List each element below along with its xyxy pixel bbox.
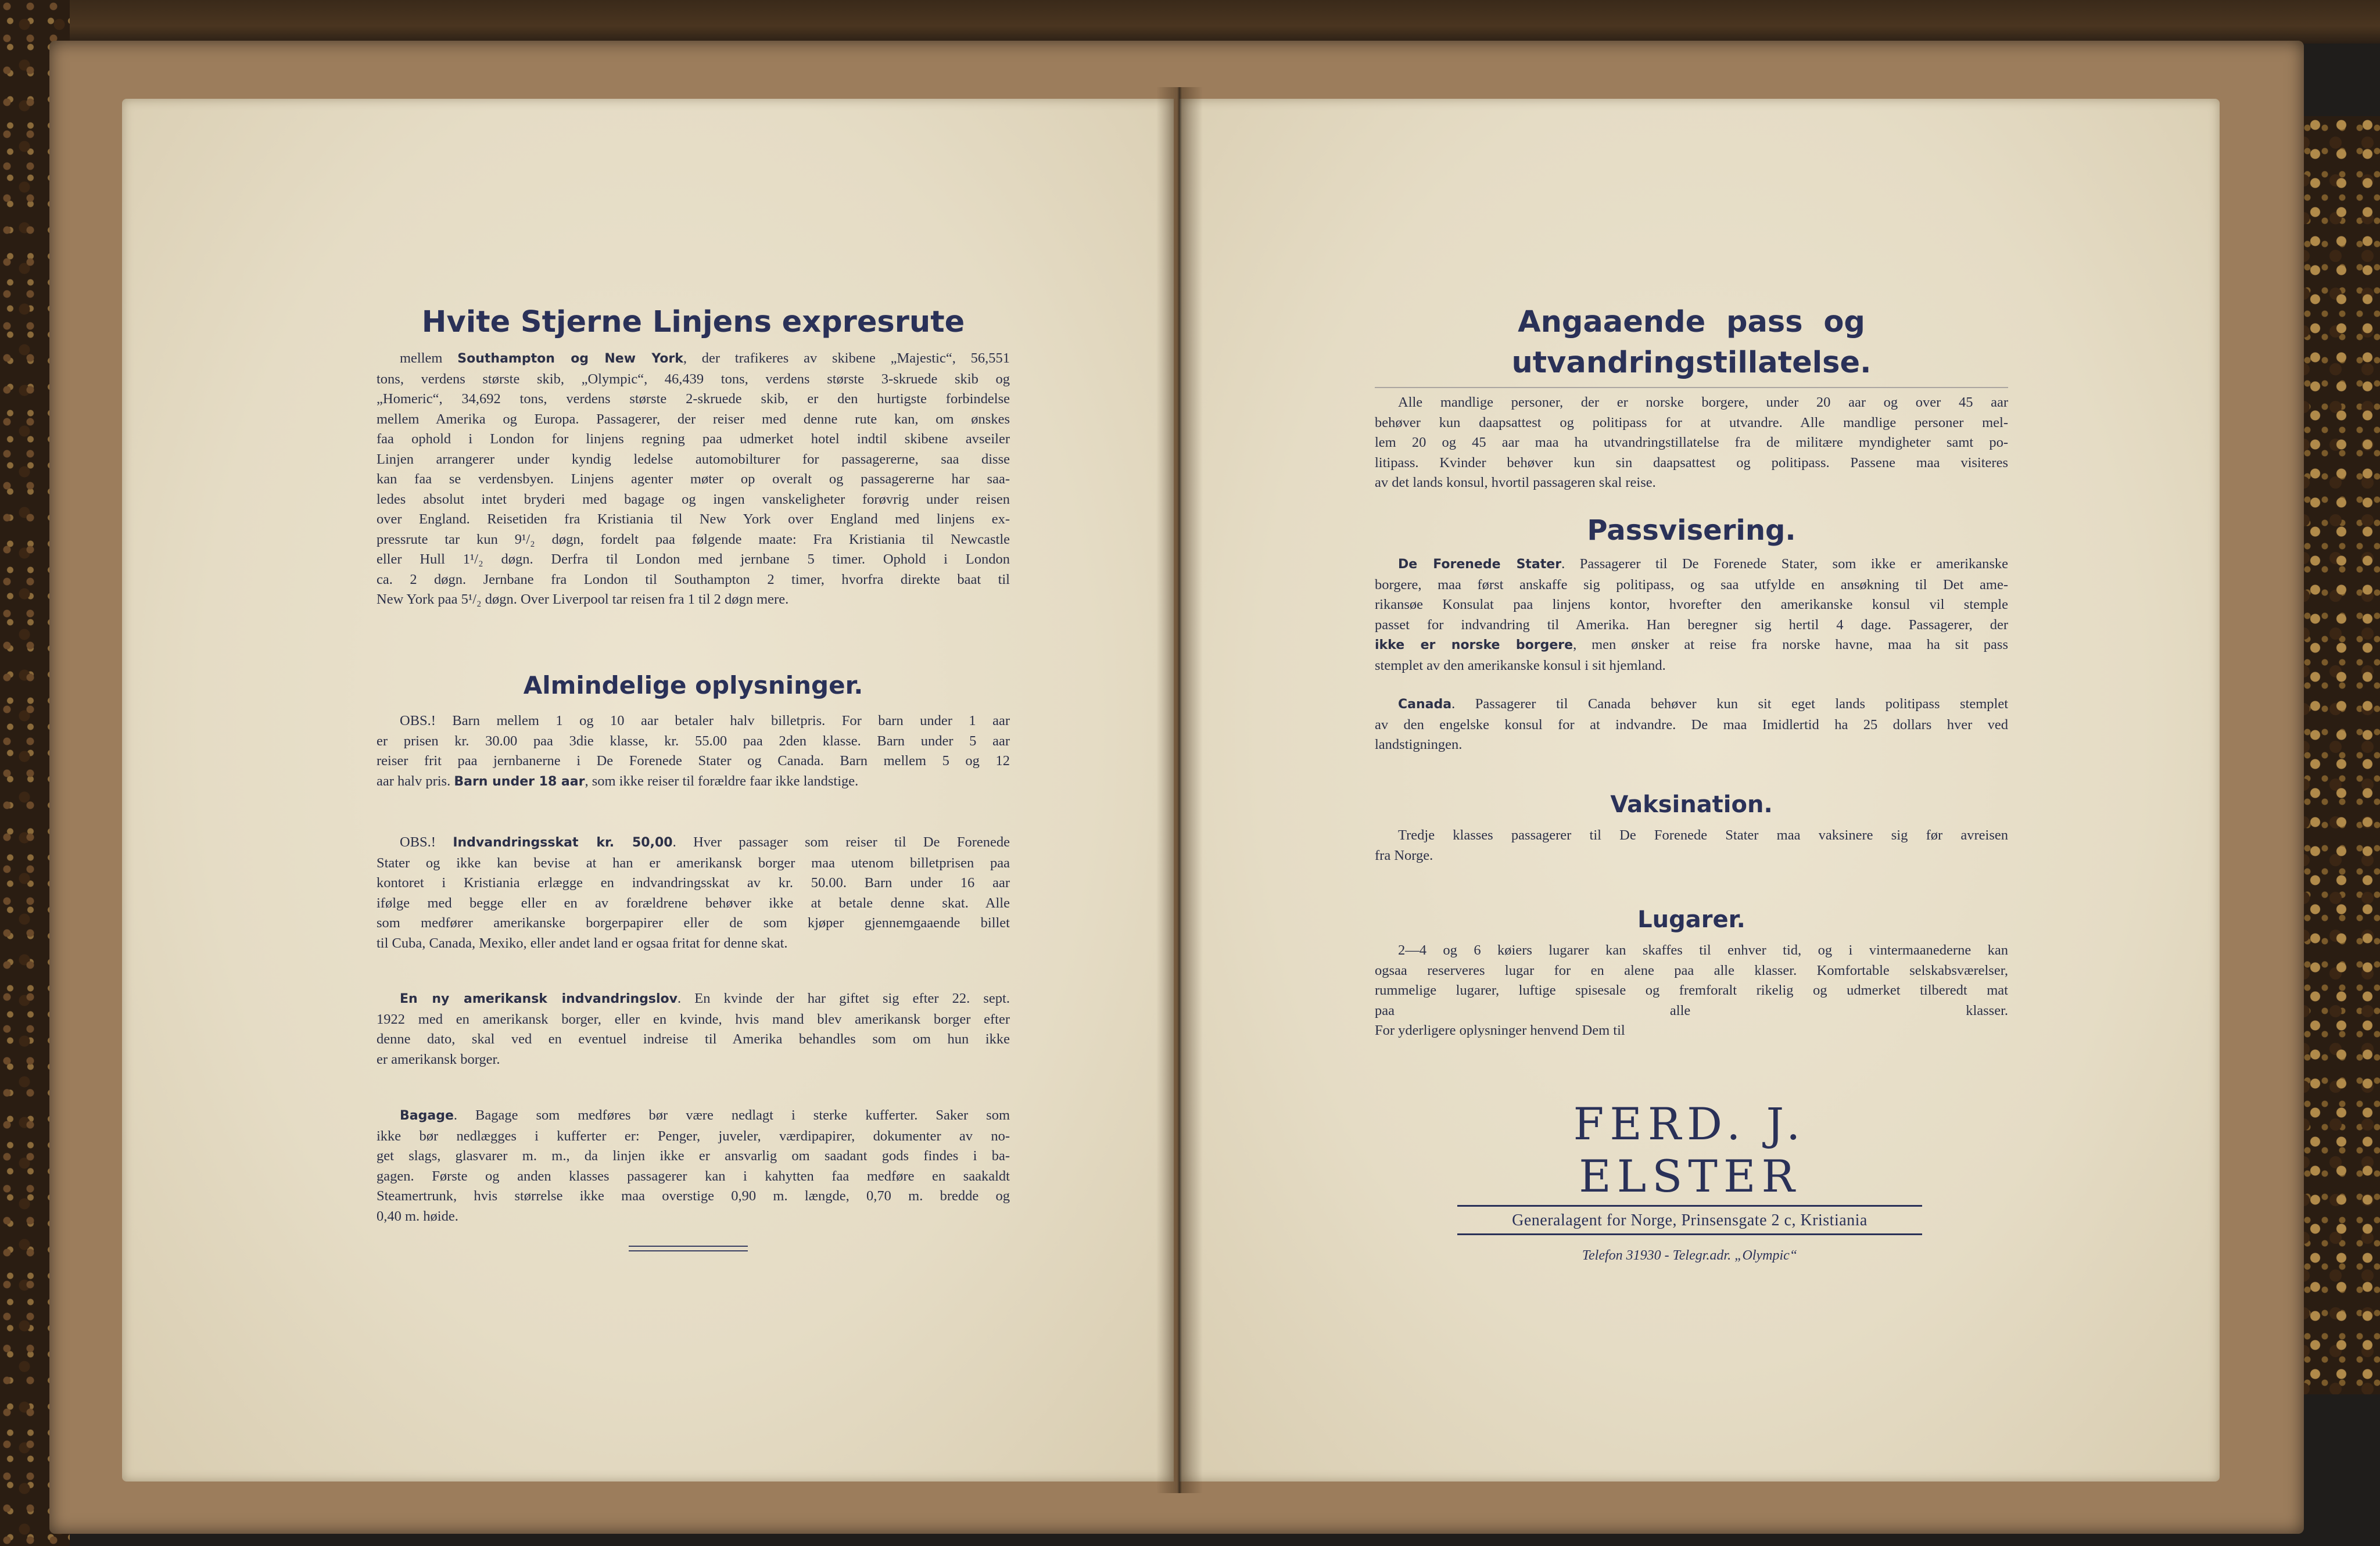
text-line: aar halv pris. Barn under 18 aar, som ikke reiser til forældre faar ikke landstige. bbox=[377, 773, 859, 789]
text-line: av den engelske konsul for at indvandre. De maa Imidlertid ha 25 dollars hver ved bbox=[1375, 716, 2008, 733]
text-line: denne dato, skal ved en eventuel indreise til Amerika behandles som om hun ikke bbox=[377, 1031, 1010, 1047]
text-line: reiser frit paa jernbanerne i De Forenede Stater og Canada. Barn mellem 5 og 12 bbox=[377, 753, 1010, 769]
text-line: pressrute tar kun 9¹/₂ døgn, fordelt paa følgende maate: Fra Kristiania til Newcastle bbox=[377, 531, 1010, 547]
book-gutter bbox=[1156, 87, 1203, 1493]
agent-name: FERD. J. ELSTER bbox=[1457, 1098, 1922, 1207]
bold-term: ikke er norske borgere bbox=[1375, 638, 1573, 652]
text-line: lem 20 og 45 aar maa ha utvandringstillatelse fra de militære myndigheter samt po- bbox=[1375, 435, 2008, 450]
section-pass bbox=[1375, 302, 2008, 493]
text-line: borgere, maa først anskaffe sig politipass, og saa utfylde en ansøkning til Det ame- bbox=[1375, 576, 2008, 593]
text-line: Alle mandlige personer, der er norske borgere, under 20 aar og over 45 aar bbox=[1398, 394, 2008, 410]
text-line: 0,40 m. høide. bbox=[377, 1208, 458, 1224]
paragraph bbox=[1375, 941, 2008, 1041]
bold-term: De Forenede Stater bbox=[1398, 557, 1562, 572]
text-line: mellem Southampton og New York, der trafikeres av skibene „Majestic“, 56,551 bbox=[400, 350, 1010, 366]
section-title: Almindelige oplysninger. bbox=[523, 671, 863, 700]
section-title: Passvisering. bbox=[1587, 514, 1796, 547]
paragraph bbox=[377, 1106, 1010, 1226]
paragraph bbox=[1375, 694, 2008, 755]
text-line: til Cuba, Canada, Mexiko, eller andet land er ogsaa fritat for denne skat. bbox=[377, 935, 788, 951]
text-line: ledes absolut intet bryderi med bagage og ingen vanskeligheter forøvrig under reisen bbox=[377, 491, 1010, 507]
section-indvandringsskat bbox=[377, 833, 1010, 953]
text-line: Canada. Passagerer til Canada behøver kun sit eget lands politipass stemplet bbox=[1398, 696, 2008, 712]
text-line: er prisen kr. 30.00 paa 3die klasse, kr. 55.00 paa 2den klasse. Barn under 5 aar bbox=[377, 733, 1010, 749]
section-title: Hvite Stjerne Linjens expresrute bbox=[421, 305, 965, 339]
text-line: fra Norge. bbox=[1375, 847, 1433, 863]
text-line: tons, verdens største skib, „Olympic“, 46,439 tons, verdens største 3-skruede skib og bbox=[377, 371, 1010, 387]
text-line: Tredje klasses passagerer til De Forenede Stater maa vaksinere sig før avreisen bbox=[1398, 827, 2008, 843]
paragraph bbox=[1375, 393, 2008, 493]
text-line: ifølge med begge eller en av forældrene behøver ikke at betale denne skat. Alle bbox=[377, 895, 1010, 911]
section-body bbox=[1375, 826, 2008, 866]
text-line: stemplet av den amerikanske konsul i sit hjemland. bbox=[1375, 657, 1666, 673]
bold-term: Indvandringsskat kr. 50,00 bbox=[453, 835, 673, 850]
text-line: paa alle klasser. bbox=[1375, 1002, 2008, 1018]
text-line: ikke bør nedlægges i kufferter er: Penger, juveler, værdipapirer, dokumenter av no- bbox=[377, 1128, 1010, 1144]
text-line: kan faa se verdensbyen. Linjens agenter møter op overalt og passagererne har saa- bbox=[377, 471, 1010, 487]
text-line: er amerikansk borger. bbox=[377, 1051, 500, 1067]
text-line: litipass. Kvinder behøver kun sin daapsattest og politipass. Passene maa visiteres bbox=[1375, 454, 2008, 471]
text-line: Linjen arrangerer under kyndig ledelse automobilturer for passagererne, saa disse bbox=[377, 451, 1010, 467]
section-indvandringslov bbox=[377, 989, 1010, 1070]
text-line: ogsaa reserveres lugar for en alene paa alle klasser. Komfortable selskabsværelser, bbox=[1375, 962, 2008, 978]
text-line: ikke er norske borgere, men ønsker at reise fra norske havne, maa ha sit pass bbox=[1375, 637, 2008, 652]
paragraph bbox=[1375, 826, 2008, 866]
agent-contact: Telefon 31930 - Telegr.adr. „Olympic“ bbox=[1582, 1248, 1798, 1263]
end-rule bbox=[629, 1246, 748, 1251]
text-line: Stater og ikke kan bevise at han er amerikansk borger maa utenom billetprisen paa bbox=[377, 855, 1010, 871]
section-body bbox=[1375, 393, 2008, 493]
bold-term: Bagage bbox=[400, 1109, 454, 1123]
text-line: kontoret i Kristiania erlægge en indvandringsskat av kr. 50.00. Barn under 16 aar bbox=[377, 875, 1010, 891]
text-line: De Forenede Stater. Passagerer til De Forenede Stater, som ikke er amerikanske bbox=[1398, 556, 2008, 572]
text-line: 2—4 og 6 køiers lugarer kan skaffes til enhver tid, og i vintermaanederne kan bbox=[1398, 942, 2008, 958]
paragraph bbox=[1375, 554, 2008, 676]
text-line: faa ophold i London for linjens regning paa udmerket hotel indtil skibene avseiler bbox=[377, 431, 1010, 447]
text-line: En ny amerikansk indvandringslov. En kvinde der har giftet sig efter 22. sept. bbox=[400, 991, 1010, 1006]
bold-term: Barn under 18 aar bbox=[454, 774, 585, 789]
section-body bbox=[1375, 554, 2008, 676]
section-body bbox=[377, 349, 1010, 610]
text-line: mellem Amerika og Europa. Passagerer, der reiser med denne rute kan, om ønskes bbox=[377, 411, 1010, 427]
paragraph bbox=[377, 711, 1010, 792]
section-almindelige bbox=[377, 668, 1010, 792]
section-expresrute bbox=[377, 302, 1010, 610]
section-body bbox=[377, 1106, 1010, 1226]
text-line: eller Hull 1¹/₂ døgn. Derfra til London med jernbane 5 timer. Ophold i London bbox=[377, 551, 1010, 567]
title-underline bbox=[1375, 387, 2008, 388]
text-line: rikansøe Konsulat paa linjens kontor, hvorefter den amerikanske konsul vil stemple bbox=[1375, 597, 2008, 612]
section-body bbox=[377, 833, 1010, 953]
section-title: Vaksination. bbox=[1610, 791, 1773, 818]
paragraph bbox=[377, 833, 1010, 953]
text-line: OBS.! Barn mellem 1 og 10 aar betaler halv billetpris. For barn under 1 aar bbox=[400, 713, 1010, 729]
text-line: 1922 med en amerikansk borger, eller en kvinde, hvis mand blev amerikansk borger efter bbox=[377, 1011, 1010, 1027]
text-line: New York paa 5¹/₂ døgn. Over Liverpool tar reisen fra 1 til 2 døgn mere. bbox=[377, 591, 789, 607]
text-line: gagen. Første og anden klasses passagerer kan i kahytten faa medføre en saakaldt bbox=[377, 1168, 1010, 1184]
text-line: behøver kun daapsattest og politipass for at utvandre. Alle mandlige personer mel- bbox=[1375, 414, 2008, 431]
section-title: Lugarer. bbox=[1637, 906, 1745, 933]
bold-term: Canada bbox=[1398, 697, 1452, 712]
section-body bbox=[1375, 694, 2008, 755]
book-top-edge bbox=[0, 0, 2380, 44]
text-line: For yderligere oplysninger henvend Dem til bbox=[1375, 1023, 1625, 1038]
text-line: landstigningen. bbox=[1375, 737, 1463, 752]
section-title: Angaaende pass og utvandringstillatelse. bbox=[1511, 305, 1872, 380]
text-line: Steamertrunk, hvis størrelse ikke maa overstige 0,90 m. længde, 0,70 m. bredde og bbox=[377, 1188, 1010, 1204]
section-body bbox=[377, 711, 1010, 792]
section-body bbox=[377, 989, 1010, 1070]
text-line: get slags, glasvarer m. m., da linjen ikke er ansvarlig om saadant gods findes i ba- bbox=[377, 1148, 1010, 1164]
text-line: OBS.! Indvandringsskat kr. 50,00. Hver passager som reiser til De Forenede bbox=[400, 834, 1010, 850]
paragraph bbox=[377, 349, 1010, 610]
text-line: som medfører amerikanske borgerpapirer eller de som kjøper gjennemgaaende billet bbox=[377, 915, 1010, 931]
bold-term: Southampton og New York bbox=[457, 351, 683, 366]
text-line: av det lands konsul, hvortil passageren skal reise. bbox=[1375, 475, 1656, 490]
bold-term: En ny amerikansk indvandringslov bbox=[400, 992, 678, 1006]
section-bagage bbox=[377, 1106, 1010, 1226]
text-line: Bagage. Bagage som medføres bør være nedlagt i sterke kufferter. Saker som bbox=[400, 1107, 1010, 1123]
text-line: ca. 2 døgn. Jernbane fra London til Southampton 2 timer, hvorfra direkte baat til bbox=[377, 571, 1010, 587]
text-line: „Homeric“, 34,692 tons, verdens største 2-skruede skib, er den hurtigste forbindelse bbox=[377, 391, 1010, 407]
paragraph bbox=[377, 989, 1010, 1070]
text-line: rummelige lugarer, luftige spisesale og fremforalt rikelig og udmerket tilberedt mat bbox=[1375, 982, 2008, 998]
agent-subtitle: Generalagent for Norge, Prinsensgate 2 c, Kristiania bbox=[1457, 1207, 1922, 1235]
section-passvisering bbox=[1375, 510, 2008, 676]
text-line: passet for indvandring til Amerika. Han beregner sig hertil 4 dage. Passagerer, der bbox=[1375, 616, 2008, 633]
section-vaksination bbox=[1375, 787, 2008, 866]
text-line: over England. Reisetiden fra Kristiania til New York over England med linjens ex- bbox=[377, 511, 1010, 527]
section-lugarer bbox=[1375, 902, 2008, 1041]
section-canada bbox=[1375, 694, 2008, 755]
section-body bbox=[1375, 941, 2008, 1041]
agent-imprint bbox=[1457, 1098, 1922, 1264]
